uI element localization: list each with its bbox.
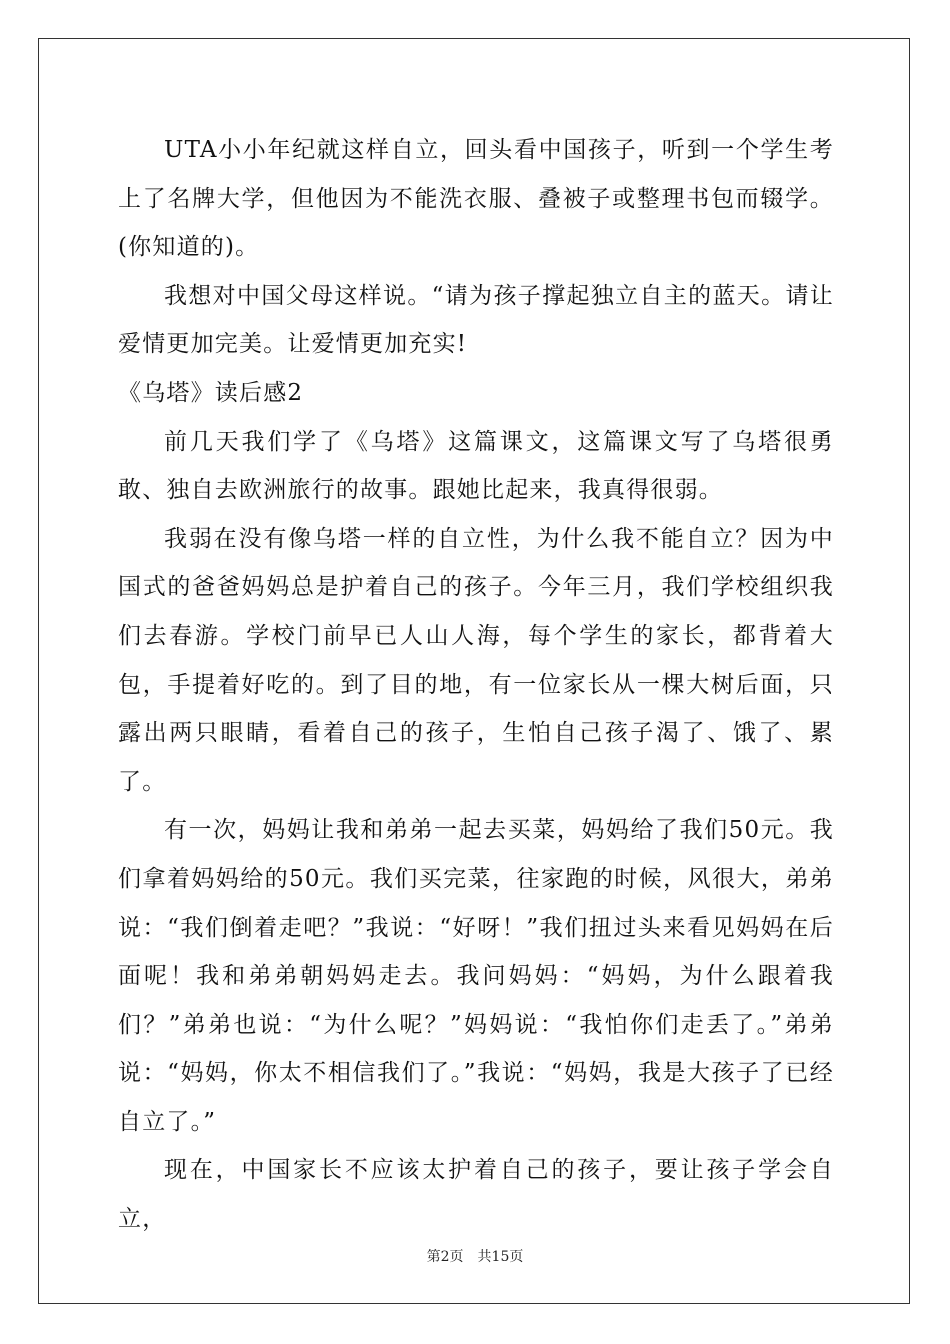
paragraph-spring-outing: 我弱在没有像乌塔一样的自立性，为什么我不能自立？因为中国式的爸爸妈妈总是护着自己的孩子。今年三月，我们学校组织我们去春游。学校门前早已人山人海，每个学生的家长，都背着大包，手提着好吃的。到了目的地，有一位家长从一棵大树后面，只露出两只眼睛，看着自己的孩子，生怕自己孩子渴了、饿了、累了。 <box>118 525 834 795</box>
total-pages: 共15页 <box>477 1249 524 1265</box>
paragraph-lesson-intro: 前几天我们学了《乌塔》这篇课文，这篇课文写了乌塔很勇敢、独自去欧洲旅行的故事。跟她比起来，我真得很弱。 <box>118 428 834 504</box>
paragraph-uta-independence: UTA小小年纪就这样自立，回头看中国孩子，听到一个学生考上了名牌大学，但他因为不能洗衣服、叠被子或整理书包而辍学。(你知道的)。 <box>118 137 834 261</box>
section-heading: 《乌塔》读后感2 <box>118 379 304 406</box>
page-footer <box>0 1246 950 1266</box>
page-number: 第2页 <box>426 1249 464 1265</box>
paragraph-message-to-parents: 我想对中国父母这样说。“请为孩子撑起独立自主的蓝天。请让爱情更加完美。让爱情更加充实! <box>118 282 834 358</box>
paragraph-conclusion: 现在，中国家长不应该太护着自己的孩子，要让孩子学会自立， <box>118 1157 834 1233</box>
document-body <box>118 126 834 1244</box>
paragraph-grocery-story: 有一次，妈妈让我和弟弟一起去买菜，妈妈给了我们50元。我们拿着妈妈给的50元。我们买完菜，往家跑的时候，风很大，弟弟说：“我们倒着走吧？”我说：“好呀！”我们扭过头来看见妈妈在后面呢！我和弟弟朝妈妈走去。我问妈妈：“妈妈，为什么跟着我们？”弟弟也说：“为什么呢？”妈妈说：“我怕你们走丢了。”弟弟说：“妈妈，你太不相信我们了。”我说：“妈妈，我是大孩子了已经自立了。” <box>118 817 834 1135</box>
